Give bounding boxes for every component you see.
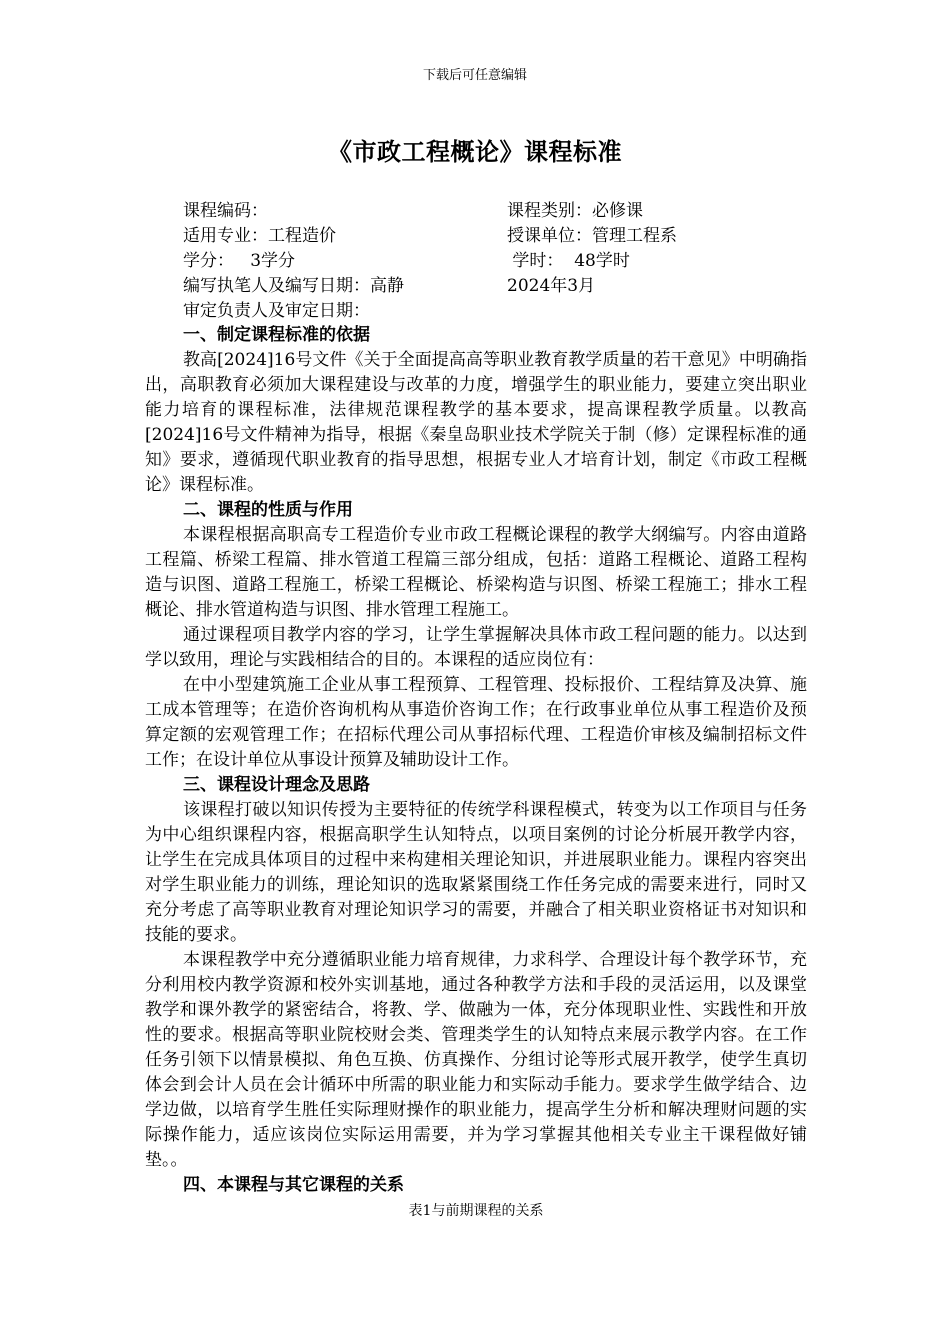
meta-row	[183, 224, 803, 249]
meta-row	[183, 274, 803, 299]
paragraph: 本课程教学中充分遵循职业能力培育规律，力求科学、合理设计每个教学环节，充分利用校内教学资源和校外实训基地，通过各种教学方法和手段的灵活运用，以及课堂教学和课外教学的紧密结合，将教、学、做融为一体，充分体现职业性、实践性和开放性的要求。根据高等职业院校财会类、管理类学生的认知特点来展示教学内容。在工作任务引领下以情景模拟、角色互换、仿真操作、分组讨论等形式展开教学，使学生真切体会到会计人员在会计循环中所需的职业能力和实际动手能力。要求学生做学结合、边学边做，以培育学生胜任实际理财操作的职业能力，提高学生分析和解决理财问题的实际操作能力，适应该岗位实际运用需要，并为学习掌握其他相关专业主干课程做好铺垫。。	[145, 950, 807, 1170]
document-title: 《市政工程概论》课程标准	[328, 137, 622, 166]
section-heading: 一、制定课程标准的依据	[183, 325, 370, 345]
section-heading: 三、课程设计理念及思路	[183, 775, 370, 795]
document-body	[145, 323, 807, 1222]
applicable-major: 适用专业：工程造价	[183, 226, 336, 246]
course-meta	[183, 199, 803, 324]
course-category: 课程类别：必修课	[507, 201, 643, 221]
reviewer-line: 审定负责人及审定日期：	[183, 301, 370, 321]
section-heading: 二、课程的性质与作用	[183, 500, 353, 520]
credits: 学分： 3学分	[183, 251, 296, 271]
class-hours: 学时： 48学时	[507, 251, 630, 271]
teaching-department: 授课单位：管理工程系	[507, 226, 677, 246]
meta-row	[183, 199, 803, 224]
author-line: 编写执笔人及编写日期：高静	[183, 276, 404, 296]
table-caption: 表1与前期课程的关系	[408, 1203, 544, 1219]
paragraph: 教高[2024]16号文件《关于全面提高高等职业教育教学质量的若干意见》中明确指出，高职教育必须加大课程建设与改革的力度，增强学生的职业能力，要建立突出职业能力培育的课程标准，法律规范课程教学的基本要求，提高课程教学质量。以教高[2024]16号文件精神为指导，根据《秦皇岛职业技术学院关于制（修）定课程标准的通知》要求，遵循现代职业教育的指导思想，根据专业人才培育计划，制定《市政工程概论》课程标准。	[145, 350, 807, 495]
course-code: 课程编码：	[183, 201, 268, 221]
header-note: 下载后可任意编辑	[422, 68, 527, 83]
section-heading: 四、本课程与其它课程的关系	[183, 1175, 404, 1195]
author-date: 2024年3月	[507, 276, 596, 296]
meta-row	[183, 299, 803, 324]
paragraph: 本课程根据高职高专工程造价专业市政工程概论课程的教学大纲编写。内容由道路工程篇、桥梁工程篇、排水管道工程篇三部分组成，包括：道路工程概论、道路工程构造与识图、道路工程施工，桥梁工程概论、桥梁构造与识图、桥梁工程施工；排水工程概论、排水管道构造与识图、排水管理工程施工。	[145, 525, 807, 620]
paragraph: 该课程打破以知识传授为主要特征的传统学科课程模式，转变为以工作项目与任务为中心组织课程内容，根据高职学生认知特点，以项目案例的讨论分析展开教学内容，让学生在完成具体项目的过程中来构建相关理论知识，并进展职业能力。课程内容突出对学生职业能力的训练，理论知识的选取紧紧围绕工作任务完成的需要来进行，同时又充分考虑了高等职业教育对理论知识学习的需要，并融合了相关职业资格证书对知识和技能的要求。	[145, 800, 807, 945]
meta-row	[183, 249, 803, 274]
paragraph: 通过课程项目教学内容的学习，让学生掌握解决具体市政工程问题的能力。以达到学以致用，理论与实践相结合的目的。本课程的适应岗位有：	[145, 625, 807, 670]
paragraph: 在中小型建筑施工企业从事工程预算、工程管理、投标报价、工程结算及决算、施工成本管理等；在造价咨询机构从事造价咨询工作；在行政事业单位从事工程造价及预算定额的宏观管理工作；在招标代理公司从事招标代理、工程造价审核及编制招标文件工作；在设计单位从事设计预算及辅助设计工作。	[145, 675, 807, 770]
